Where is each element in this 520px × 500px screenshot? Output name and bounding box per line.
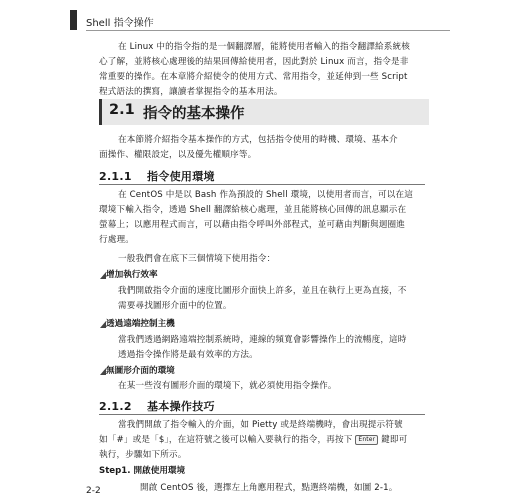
- page-number: 2-2: [86, 486, 101, 496]
- section-2-1-title: 指令的基本操作: [143, 106, 245, 122]
- step-1-heading: [99, 464, 185, 476]
- bullet-2-line-1: 當我們透過網路遠端控制系統時，連線的頻寬會影響操作上的流暢度，這時: [118, 335, 407, 345]
- step-1-text: 開啟 CentOS 後，選擇左上角應用程式，點選終端機，如圖 2-1。: [140, 483, 398, 493]
- section-2-1-2-para-line-2: [99, 433, 407, 448]
- bullet-heading-1: 增加執行效率: [106, 270, 158, 280]
- section-2-1-para-line-1: 在本節將介紹指令基本操作的方式，包括指令使用的時機、環境、基本介: [118, 135, 398, 145]
- intro-line-3: 常重要的操作。在本章將介紹使令的使用方式、常用指令，並延伸到一些 Script: [99, 72, 408, 82]
- running-header: Shell 指令操作: [86, 18, 154, 29]
- intro-line-4: 程式語法的撰寫，讓讀者掌握指令的基本用法。: [99, 87, 283, 97]
- list-intro: 一般我們會在底下三個情境下使用指令：: [118, 254, 276, 264]
- para-line-2-start: 如「#」或是「$」，在這符號之後可以輸入要執行的指令，再按下: [99, 435, 353, 445]
- section-2-1-1-para-line-2: 環境下輸入指令，透過 Shell 翻譯給核心處理，並且能將核心回傳的訊息顯示在: [99, 205, 407, 215]
- bullet-heading-3: 無圖形介面的環境: [106, 366, 175, 376]
- bullet-3-line-1: 在某一些沒有圖形介面的環境下，就必須使用指令操作。: [118, 381, 337, 391]
- section-2-1-1-heading: [99, 168, 215, 184]
- section-2-1-1-rule: [99, 184, 425, 185]
- step-1-title: 開啟使用環境: [133, 466, 186, 476]
- enter-key-glyph: Enter: [355, 435, 378, 445]
- section-2-1-1-number: 2.1.1: [99, 170, 132, 183]
- section-2-1-2-rule: [99, 414, 425, 415]
- section-2-1-1-para-line-4: 行處理。: [99, 235, 134, 245]
- section-2-1-1-para-line-3: 螢幕上；以應用程式而言，可以藉由指令呼叫外部程式，並可藉由判斷與迴圈進: [99, 220, 406, 230]
- bullet-2-line-2: 透過指令操作將是最有效率的方法。: [118, 350, 258, 360]
- bullet-heading-2: 透過遠端控制主機: [106, 319, 175, 329]
- section-2-1-2-number: 2.1.2: [99, 400, 132, 413]
- section-2-1-1-para-line-1: 在 CentOS 中是以 Bash 作為預設的 Shell 環境，以使用者而言，可以在這: [118, 190, 414, 200]
- section-2-1-2-heading: [99, 398, 215, 414]
- section-2-1-para-line-2: 面操作、權限設定，以及優先權順序等。: [99, 150, 257, 160]
- intro-line-1: 在 Linux 中的指令指的是一個翻譯層，能將使用者輸入的指令翻譯給系統核: [118, 42, 410, 52]
- step-1-label: Step1.: [99, 466, 131, 476]
- intro-line-2: 心了解，並將核心處理後的結果回傳給使用者，因此對於 Linux 而言，指令是非: [99, 57, 409, 67]
- bullet-1-line-2: 需要尋找圖形介面中的位置。: [118, 301, 232, 311]
- section-2-1-1-title: 指令使用環境: [147, 170, 215, 183]
- header-rule: [86, 30, 450, 31]
- section-2-1-2-title: 基本操作技巧: [147, 400, 215, 413]
- section-2-1-2-para-line-3: 執行，步驟如下所示。: [99, 450, 187, 460]
- section-2-1-heading: [99, 99, 429, 125]
- para-line-2-end: 鍵即可: [381, 435, 408, 445]
- section-2-1-2-para-line-1: 當我們開啟了指令輸入的介面，如 Pietty 或是終端機時，會出現提示符號: [118, 420, 403, 430]
- bullet-1-line-1: 我們開啟指令介面的速度比圖形介面快上許多，並且在執行上更為直接，不: [118, 286, 407, 296]
- section-2-1-number: 2.1: [109, 102, 135, 118]
- heading-accent-bar: [99, 99, 102, 125]
- chapter-tab-marker: [70, 10, 77, 30]
